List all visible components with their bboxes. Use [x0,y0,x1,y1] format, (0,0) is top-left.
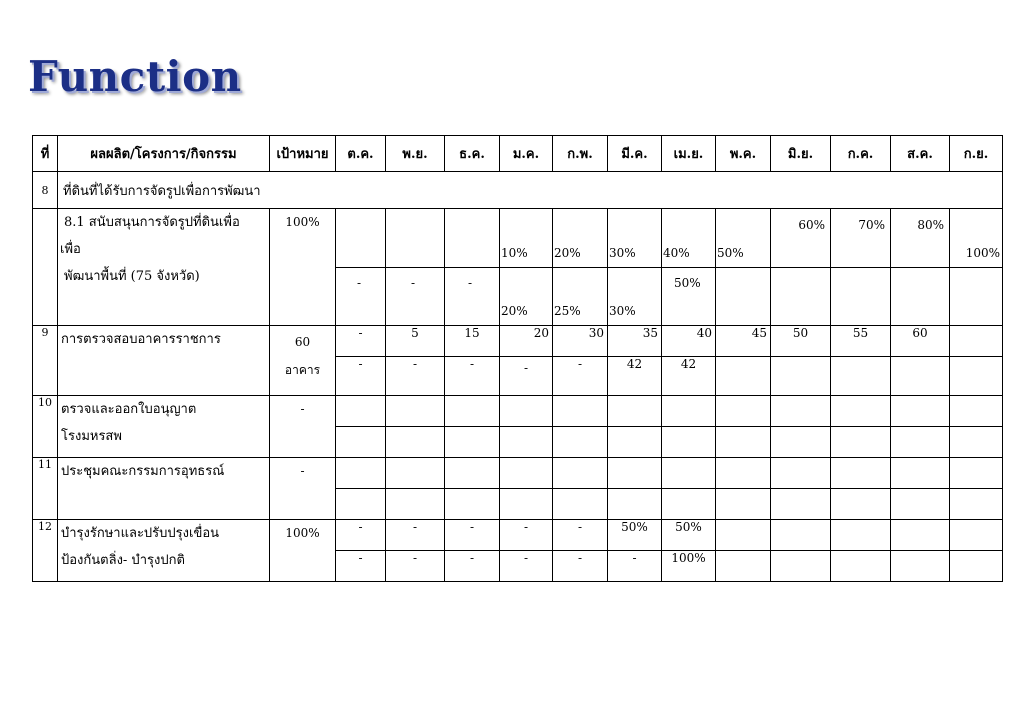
result-cell [891,489,950,520]
row-number: 10 [33,396,58,458]
plan-cell [891,520,950,551]
result-cell [950,489,1003,520]
plan-cell: 35 [608,326,662,357]
result-value: - [468,276,473,290]
plan-cell: 55 [831,326,891,357]
item-name-line: พัฒนาพื้นที่ (75 จังหวัด) [64,269,200,284]
result-cell: 100% [662,551,716,582]
row-number: 8 [33,172,58,209]
result-cell: - [500,551,553,582]
result-cell [445,427,500,458]
table-row-12-plan [33,520,1003,551]
result-cell: 42 [662,357,716,396]
plan-cell [608,209,662,268]
plan-cell [553,209,608,268]
result-cell [500,268,553,326]
result-value: - [357,276,362,290]
result-cell [771,551,831,582]
item-name-line: บำรุงรักษาและปรับปรุงเขื่อน [61,526,220,541]
item-name-line: โรงมหรสพ [61,429,122,444]
plan-cell [662,458,716,489]
plan-cell: 5 [386,326,445,357]
plan-cell: 45 [716,326,771,357]
item-name: การตรวจสอบอาคารราชการ [58,326,270,396]
plan-value: 30% [609,246,636,260]
result-cell [336,268,386,326]
row-number: 12 [33,520,58,582]
plan-cell [662,209,716,268]
result-cell [891,551,950,582]
table-row-8-1-plan [33,209,1003,268]
result-cell [831,551,891,582]
plan-cell: 30 [553,326,608,357]
slide-title: Function [28,52,242,101]
target: 100% [270,520,336,582]
row-number: 9 [33,326,58,396]
plan-cell: 15 [445,326,500,357]
target: 100% [270,209,336,326]
result-cell [386,427,445,458]
plan-value: 20% [554,246,581,260]
plan-table [32,135,1003,582]
result-cell: - [386,357,445,396]
item-name [58,209,270,326]
plan-value: 60% [798,218,825,232]
plan-cell [445,396,500,427]
plan-cell: - [445,520,500,551]
header-row [33,136,1003,172]
plan-cell [771,396,831,427]
plan-cell [831,458,891,489]
result-cell [386,268,445,326]
plan-cell [336,458,386,489]
row-number: 11 [33,458,58,520]
result-value: 25% [554,304,581,318]
plan-cell [950,209,1003,268]
table-row-10-plan [33,396,1003,427]
item-name [58,520,270,582]
item-name-line: ป้องกันตลิ่ง- บำรุงปกติ [61,553,185,568]
section-title: ที่ดินที่ได้รับการจัดรูปเพื่อการพัฒนา [58,172,1003,209]
result-cell [891,427,950,458]
plan-cell: - [386,520,445,551]
target-line: 60 [294,335,311,349]
header-cell: ม.ค. [500,136,553,172]
result-cell [553,489,608,520]
result-cell: - [608,551,662,582]
plan-value: 70% [858,218,885,232]
plan-cell [716,520,771,551]
result-cell [553,427,608,458]
result-cell [771,427,831,458]
plan-cell: 50 [771,326,831,357]
result-value: 30% [609,304,636,318]
plan-cell [500,458,553,489]
plan-cell [500,396,553,427]
result-cell [831,268,891,326]
result-cell [716,427,771,458]
plan-cell: - [553,520,608,551]
result-cell [608,489,662,520]
result-cell: - [500,357,553,396]
result-cell [553,268,608,326]
target: - [270,458,336,520]
result-cell [386,489,445,520]
plan-cell [336,209,386,268]
plan-cell: 20 [500,326,553,357]
plan-cell [950,326,1003,357]
header-cell: เม.ย. [662,136,716,172]
plan-cell [950,458,1003,489]
plan-cell: - [336,326,386,357]
table-row-9-plan [33,326,1003,357]
header-cell: ธ.ค. [445,136,500,172]
plan-cell [716,396,771,427]
result-cell [891,357,950,396]
header-cell: ต.ค. [336,136,386,172]
result-cell [716,489,771,520]
target: - [270,396,336,458]
result-cell: - [386,551,445,582]
plan-cell [662,396,716,427]
result-cell [608,268,662,326]
result-cell [950,357,1003,396]
plan-cell [553,396,608,427]
plan-cell [831,209,891,268]
result-cell: - [553,357,608,396]
result-cell [950,551,1003,582]
section-row-8 [33,172,1003,209]
plan-cell [445,458,500,489]
plan-cell [831,520,891,551]
plan-cell [386,458,445,489]
plan-value: 40% [663,246,690,260]
plan-cell [891,209,950,268]
header-cell: เป้าหมาย [270,136,336,172]
result-cell [950,268,1003,326]
result-value: 50% [674,276,701,290]
plan-cell: 40 [662,326,716,357]
result-cell [831,489,891,520]
plan-cell: - [500,520,553,551]
plan-cell [831,396,891,427]
item-name-line: ตรวจและออกใบอนุญาต [61,402,197,417]
result-cell [445,489,500,520]
result-cell [771,357,831,396]
result-cell: - [336,551,386,582]
header-cell: ผลผลิต/โครงการ/กิจกรรม [58,136,270,172]
result-cell [891,268,950,326]
result-cell: - [445,357,500,396]
result-cell [500,489,553,520]
result-cell [950,427,1003,458]
header-cell: ก.พ. [553,136,608,172]
plan-cell [891,458,950,489]
table-row-11-plan [33,458,1003,489]
result-cell [445,268,500,326]
plan-value: 80% [917,218,944,232]
header-cell: ส.ค. [891,136,950,172]
result-cell: - [553,551,608,582]
target-line: อาคาร [284,363,321,377]
result-cell: 42 [608,357,662,396]
plan-cell [771,520,831,551]
plan-cell [500,209,553,268]
result-cell [831,427,891,458]
result-cell [716,357,771,396]
result-value: - [411,276,416,290]
header-cell: พ.ค. [716,136,771,172]
header-cell: มิ.ย. [771,136,831,172]
header-cell: ก.ค. [831,136,891,172]
row-number [33,209,58,326]
header-cell: ก.ย. [950,136,1003,172]
item-name-line: 8.1 สนับสนุนการจัดรูปที่ดินเพื่อ [64,215,240,230]
plan-value: 50% [717,246,744,260]
item-name: ประชุมคณะกรรมการอุทธรณ์ [58,458,270,520]
plan-cell [445,209,500,268]
result-cell [716,551,771,582]
result-cell: - [336,357,386,396]
result-cell [662,427,716,458]
plan-cell: 50% [662,520,716,551]
result-cell [831,357,891,396]
plan-cell [608,396,662,427]
plan-cell [891,396,950,427]
plan-cell: 60 [891,326,950,357]
result-cell: - [445,551,500,582]
header-cell: มี.ค. [608,136,662,172]
result-cell [662,268,716,326]
plan-value: 10% [501,246,528,260]
target [270,326,336,396]
result-cell [771,489,831,520]
plan-cell [716,458,771,489]
plan-cell [771,209,831,268]
plan-value: 100% [965,246,1000,260]
result-cell [500,427,553,458]
plan-cell [950,520,1003,551]
plan-cell [608,458,662,489]
plan-cell: - [336,520,386,551]
plan-cell [553,458,608,489]
result-cell [608,427,662,458]
result-cell [336,489,386,520]
plan-cell [386,209,445,268]
plan-cell [950,396,1003,427]
plan-cell [771,458,831,489]
item-name [58,396,270,458]
result-cell [716,268,771,326]
result-cell [336,427,386,458]
result-cell [771,268,831,326]
result-cell [662,489,716,520]
plan-cell [336,396,386,427]
plan-cell [386,396,445,427]
result-value: 20% [501,304,528,318]
header-cell: ที่ [33,136,58,172]
item-name-line: เพื่อ [60,242,81,257]
plan-cell: 50% [608,520,662,551]
header-cell: พ.ย. [386,136,445,172]
plan-cell [716,209,771,268]
